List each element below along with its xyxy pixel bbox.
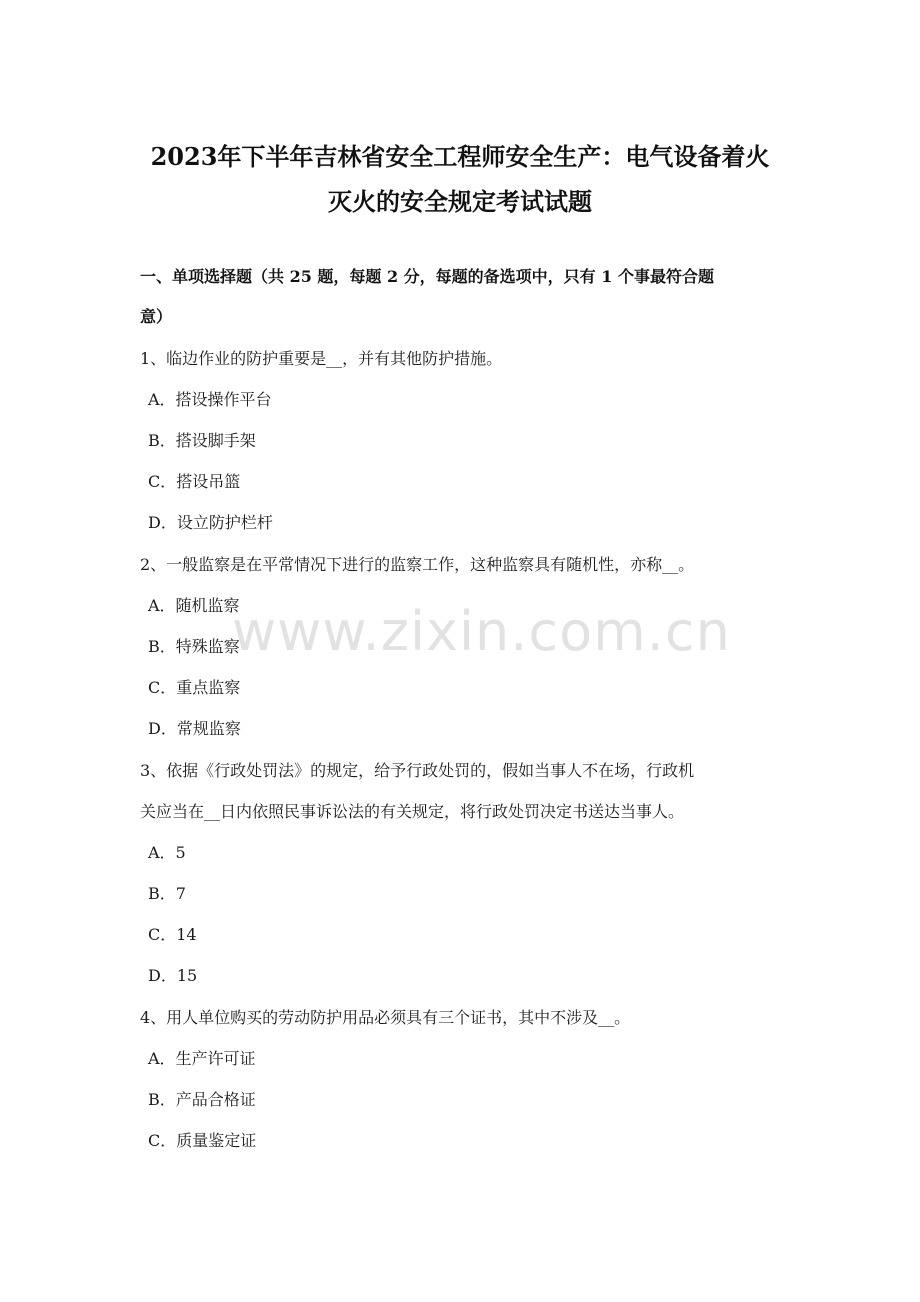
question-3-option-d: D．15 <box>148 966 198 985</box>
question-1-option-d: D．设立防护栏杆 <box>148 513 273 532</box>
question-3-option-c: C．14 <box>148 925 197 944</box>
question-1-text: 1、临边作业的防护重要是__，并有其他防护措施。 <box>140 349 503 368</box>
section-heading-line-2: 意） <box>140 307 173 326</box>
question-2-option-d: D．常规监察 <box>148 719 241 738</box>
question-2-text: 2、一般监察是在平常情况下进行的监察工作，这种监察具有随机性，亦称__。 <box>140 555 695 574</box>
question-4-text: 4、用人单位购买的劳动防护用品必须具有三个证书，其中不涉及__。 <box>140 1008 631 1027</box>
document-title-line-2: 灭火的安全规定考试试题 <box>328 187 592 216</box>
question-4-option-a: A．生产许可证 <box>148 1049 256 1068</box>
question-1-option-a: A．搭设操作平台 <box>148 390 272 409</box>
question-4-option-c: C．质量鉴定证 <box>148 1131 257 1150</box>
question-3-option-a: A．5 <box>148 843 186 862</box>
question-3-text-line-2: 关应当在__日内依照民事诉讼法的有关规定，将行政处罚决定书送达当事人。 <box>140 802 685 821</box>
watermark-text: www.zixin.com.cn <box>232 600 731 663</box>
question-1-option-b: B．搭设脚手架 <box>148 431 256 450</box>
question-2-option-a: A．随机监察 <box>148 596 240 615</box>
question-1-option-c: C．搭设吊篮 <box>148 472 241 491</box>
document-title-line-1: 2023年下半年吉林省安全工程师安全生产：电气设备着火 <box>150 142 770 171</box>
question-3-option-b: B．7 <box>148 884 186 903</box>
question-2-option-b: B．特殊监察 <box>148 637 240 656</box>
section-heading-line-1: 一、单项选择题（共 25 题，每题 2 分，每题的备选项中，只有 1 个事最符合题 <box>140 267 714 286</box>
question-4-option-b: B．产品合格证 <box>148 1090 256 1109</box>
question-3-text-line-1: 3、依据《行政处罚法》的规定，给予行政处罚的，假如当事人不在场，行政机 <box>140 761 695 780</box>
question-2-option-c: C．重点监察 <box>148 678 241 697</box>
